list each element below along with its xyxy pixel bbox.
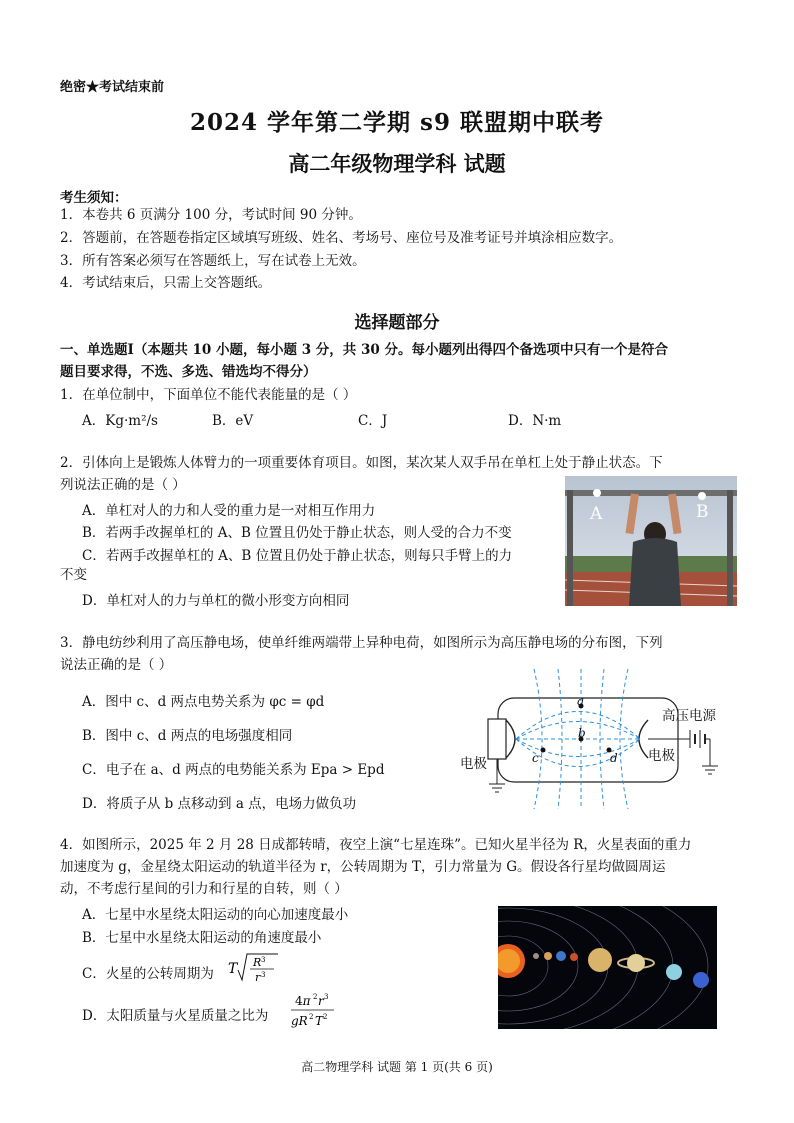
svg-text:2: 2 xyxy=(323,1013,328,1021)
svg-text:R: R xyxy=(253,956,262,969)
q1-option-b: B．eV xyxy=(212,413,254,429)
question-4-stem: 加速度为 g，金星绕太阳运动的轨道半径为 r，公转周期为 T，引力常量为 G。假设各行星均做圆周运 xyxy=(60,859,666,875)
q2-option-a: A．单杠对人的力和人受的重力是一对相互作用力 xyxy=(82,503,376,519)
q1-option-a: A．Kg·m²/s xyxy=(82,413,158,429)
exam-subtitle: 高二年级物理学科 试题 xyxy=(288,151,506,176)
svg-text:r: r xyxy=(255,971,261,984)
left-electrode-label: 电极 xyxy=(460,756,487,772)
q2-option-b: B．若两手改握单杠的 A、B 位置且仍处于静止状态，则人受的合力不变 xyxy=(82,525,512,541)
question-4-stem: 4．如图所示，2025 年 2 月 28 日成都转晴，夜空上演“七星连珠”。已知火星半径为 R，火星表面的重力 xyxy=(60,837,692,853)
q4-option-b: B．七星中水星绕太阳运动的角速度最小 xyxy=(82,930,322,946)
svg-text:gR: gR xyxy=(291,1014,308,1028)
notice-item: 2．答题前，在答题卷指定区域填写班级、姓名、考场号、座位号及准考证号并填涂相应数字。 xyxy=(60,230,623,246)
notice-item: 4．考试结束后，只需上交答题纸。 xyxy=(60,275,272,291)
exam-title: 2024 学年第二学期 s9 联盟期中联考 xyxy=(190,109,604,136)
q1-option-d: D．N·m xyxy=(508,413,562,429)
q3-option-a: A．图中 c、d 两点电势关系为 φc = φd xyxy=(82,694,325,710)
point-b-label: B xyxy=(696,502,709,522)
q2-option-d: D．单杠对人的力与单杠的微小形变方向相同 xyxy=(82,593,350,609)
pullup-photo xyxy=(565,476,737,606)
formula-mass-ratio xyxy=(288,990,338,1036)
question-2-stem: 2．引体向上是锻炼人体臂力的一项重要体育项目。如图，某次某人双手吊在单杠上处于静止状态。下 xyxy=(60,455,663,471)
q4-option-d: D．太阳质量与火星质量之比为 xyxy=(82,1008,269,1024)
question-4-stem: 动，不考虑行星间的引力和行星的自转，则（ ） xyxy=(60,881,348,897)
power-supply-label: 高压电源 xyxy=(662,708,716,724)
question-1-stem: 1．在单位制中，下面单位不能代表能量的是（ ） xyxy=(60,387,357,403)
part-instructions: 一、单选题Ⅰ（本题共 10 小题，每小题 3 分，共 30 分。每小题列出得四个备选项中只有一个是符合 xyxy=(60,342,668,358)
svg-text:3: 3 xyxy=(261,956,266,964)
point-d: d xyxy=(610,751,618,765)
q1-option-c: C．J xyxy=(358,413,388,429)
svg-text:2: 2 xyxy=(309,1013,314,1021)
svg-text:3: 3 xyxy=(261,971,266,979)
point-a-label: A xyxy=(590,504,603,524)
svg-text:2: 2 xyxy=(313,993,318,1001)
q3-option-c: C．电子在 a、d 两点的电势能关系为 Epa > Epd xyxy=(82,762,385,778)
svg-text:4π: 4π xyxy=(295,994,311,1008)
formula-period xyxy=(228,950,280,990)
right-electrode-label: 电极 xyxy=(648,748,675,764)
notice-item: 1．本卷共 6 页满分 100 分，考试时间 90 分钟。 xyxy=(60,207,362,223)
confidential-mark: 绝密★考试结束前 xyxy=(60,80,165,95)
point-b: b xyxy=(578,726,586,740)
svg-text:r: r xyxy=(318,994,324,1008)
section-title: 选择题部分 xyxy=(354,313,440,333)
question-3-stem: 说法正确的是（ ） xyxy=(60,657,173,673)
svg-text:3: 3 xyxy=(324,993,329,1001)
question-2-stem: 列说法正确的是（ ） xyxy=(60,477,186,493)
q3-option-b: B．图中 c、d 两点的电场强度相同 xyxy=(82,728,293,744)
part-instructions: 题目要求得，不选、多选、错选均不得分） xyxy=(60,364,317,380)
q4-option-a: A．七星中水星绕太阳运动的向心加速度最小 xyxy=(82,907,349,923)
solar-system-image xyxy=(498,906,717,1029)
q2-option-c-cont: 不变 xyxy=(60,567,87,583)
q4-option-c: C．火星的公转周期为 xyxy=(82,966,214,982)
svg-text:T: T xyxy=(228,961,238,977)
question-3-stem: 3．静电纺纱利用了高压静电场，使单纤维两端带上异种电荷，如图所示为高压静电场的分布图，下列 xyxy=(60,635,663,651)
electrostatic-field-diagram xyxy=(458,664,728,814)
point-a: a xyxy=(577,694,585,708)
svg-text:T: T xyxy=(315,1014,324,1028)
q3-option-d: D．将质子从 b 点移动到 a 点，电场力做负功 xyxy=(82,796,357,812)
page-footer: 高二物理学科 试题 第 1 页(共 6 页) xyxy=(301,1060,493,1074)
notice-item: 3．所有答案必须写在答题纸上，写在试卷上无效。 xyxy=(60,253,366,269)
notice-heading: 考生须知： xyxy=(60,190,128,206)
point-c: c xyxy=(532,751,539,765)
q2-option-c: C．若两手改握单杠的 A、B 位置且仍处于静止状态，则每只手臂上的力 xyxy=(82,548,513,564)
